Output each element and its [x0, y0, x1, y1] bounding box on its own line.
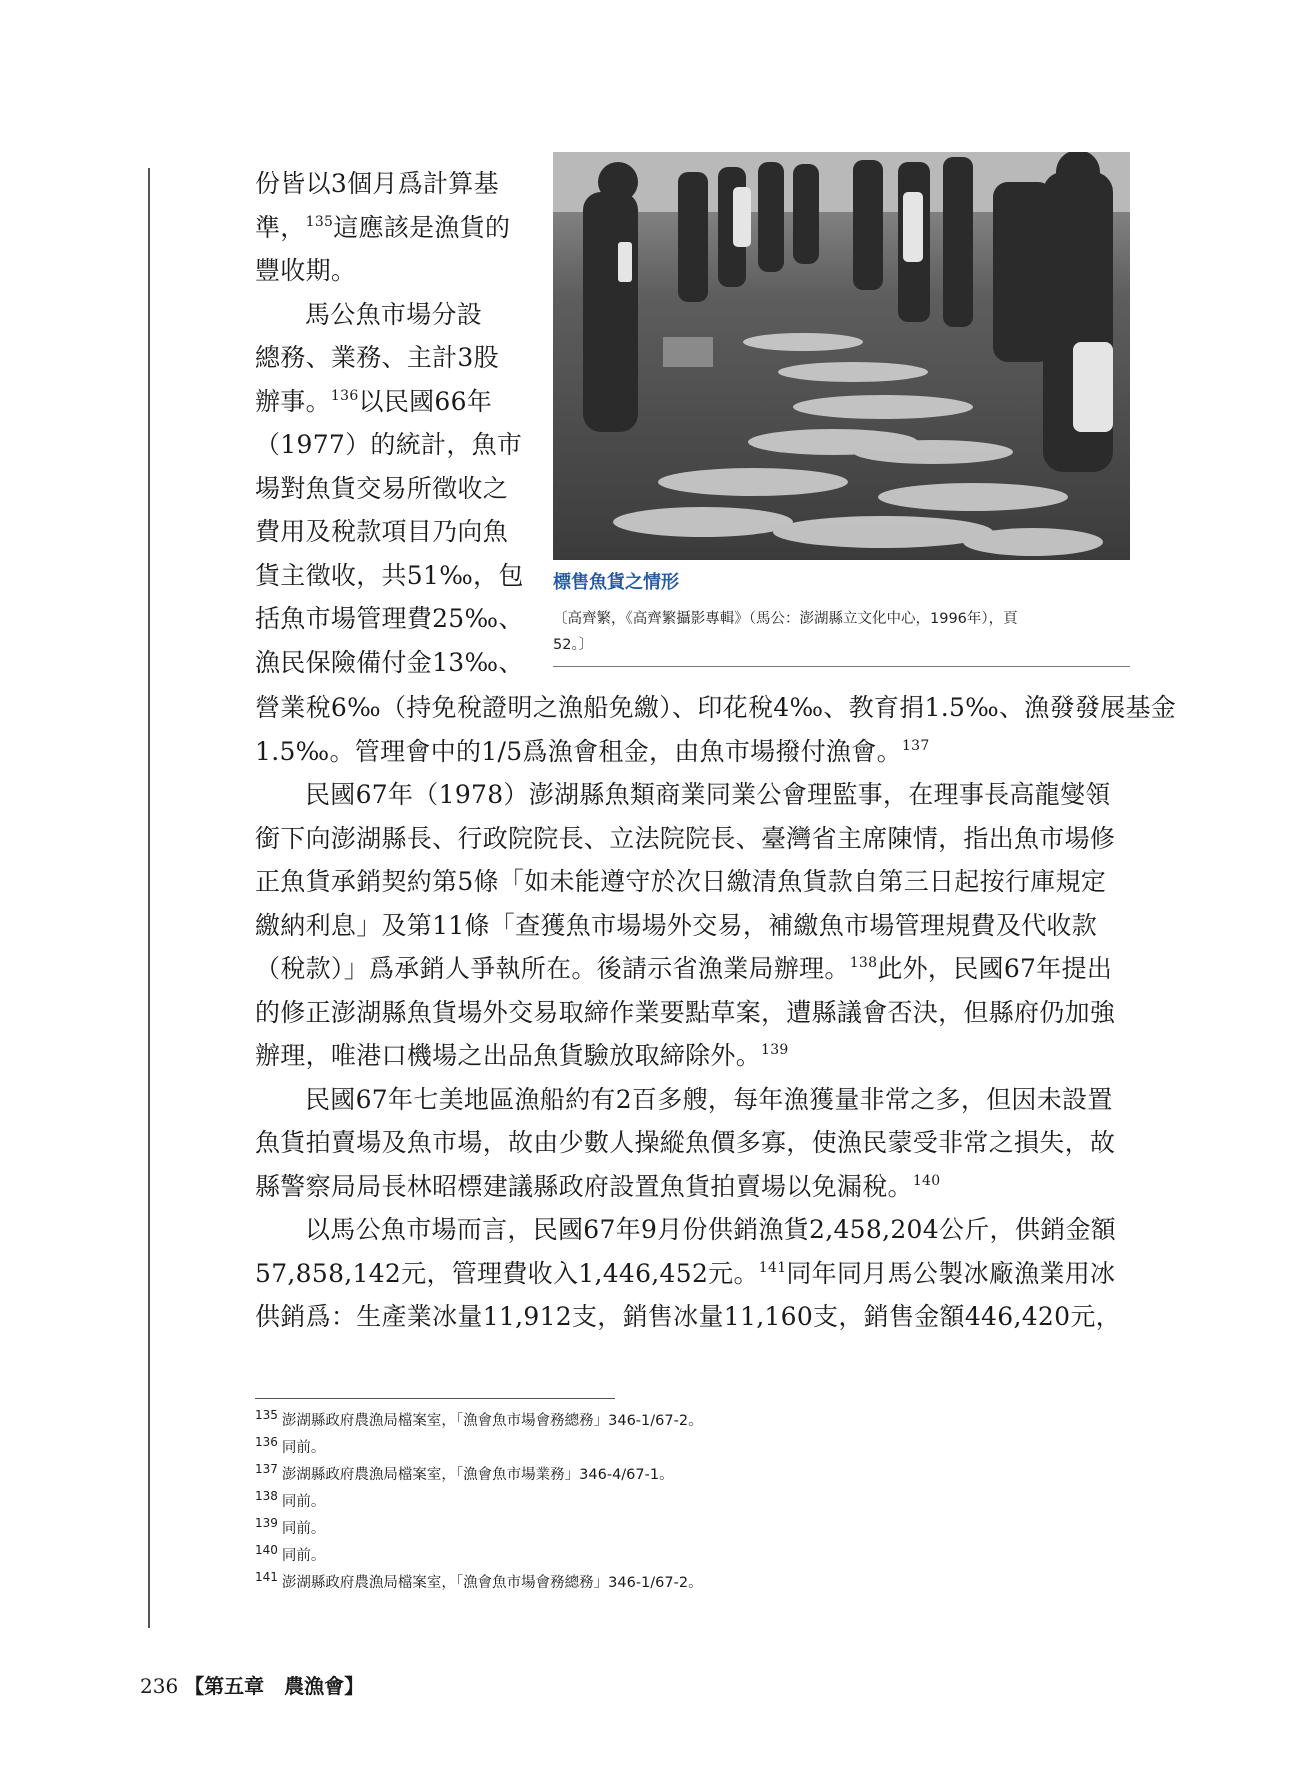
footnote-number: 140	[255, 1543, 278, 1557]
footnote-number: 139	[255, 1516, 278, 1530]
footnote: $^{140}$ 同前。	[255, 1543, 326, 1564]
figure-caption	[553, 568, 1130, 667]
figure-title: 標售魚貨之情形	[553, 572, 679, 593]
footnote-number: 137	[255, 1462, 278, 1476]
footnote-ref[interactable]: 140	[912, 1172, 941, 1189]
footnote: $^{141}$ 澎湖縣政府農漁局檔案室，「漁會魚市場會務總務」346-1/67-2。	[255, 1570, 703, 1591]
figure-source: 〔高齊繁，《高齊繁攝影專輯》（馬公：澎湖縣立文化中心，1996年），頁 52。〕	[553, 611, 1018, 653]
page-footer	[140, 1670, 364, 1699]
footnote: $^{138}$ 同前。	[255, 1489, 326, 1510]
text-line: 正魚貨承銷契約第5條「如未能遵守於次日繳清魚貨款自第三日起按行庫規定	[255, 867, 1107, 896]
footnote-number: 136	[255, 1435, 278, 1449]
footnote-ref[interactable]: 139	[761, 1042, 789, 1058]
chapter-title: 【第五章 農漁會】	[184, 1674, 365, 1698]
text-line: 總務、業務、主計3股	[255, 343, 499, 372]
footnote-number: 135	[255, 1408, 278, 1422]
text-line: 貨主徵收，共51‰，包	[255, 560, 524, 590]
text-line: 以馬公魚市場而言，民國67年9月份供銷漁貨2,458,204公斤，供銷金額	[305, 1215, 1117, 1244]
footnote: $^{136}$ 同前。	[255, 1435, 326, 1456]
text-line: 繳納利息」及第11條「查獲魚市場場外交易，補繳魚市場管理規費及代收款	[255, 910, 1098, 940]
text-line: 場對魚貨交易所徵收之	[255, 473, 509, 503]
left-column-text	[255, 162, 535, 684]
footnote-ref[interactable]: 141	[758, 1259, 787, 1276]
footnote: $^{135}$ 澎湖縣政府農漁局檔案室，「漁會魚市場會務總務」346-1/67-2。	[255, 1408, 703, 1429]
text-line: （稅款）」爲承銷人爭執所在。後請示省漁業局辦理。$^{138}$此外，民國67年提出	[255, 954, 1113, 983]
footnote-number: 138	[255, 1489, 278, 1503]
footnote-ref[interactable]: 135	[305, 213, 334, 230]
footnote-ref[interactable]: 137	[901, 737, 930, 754]
footnote-ref[interactable]: 136	[330, 387, 359, 404]
text-line: 1.5‰。管理會中的1/5爲漁會租金，由魚市場撥付漁會。$^{137}$	[255, 736, 930, 766]
margin-rule	[148, 168, 150, 1628]
footnote-number: 141	[255, 1570, 278, 1584]
text-line: 準，$^{135}$這應該是漁貨的	[255, 212, 511, 242]
text-line: 供銷爲：生產業冰量11,912支，銷售冰量11,160支，銷售金額446,420元，	[255, 1302, 1121, 1331]
footnotes	[255, 1408, 1055, 1597]
text-line: 57,858,142元，管理費收入1,446,452元。$^{141}$同年同月馬公製冰廠漁業用冰	[255, 1258, 1116, 1288]
text-line: 營業稅6‰（持免稅證明之漁船免繳）、印花稅4‰、教育捐1.5‰、漁發發展基金	[255, 693, 1177, 722]
figure-rule	[553, 666, 1130, 667]
text-line: 辦事。$^{136}$以民國66年	[255, 386, 493, 416]
text-line: （1977）的統計，魚市	[255, 430, 523, 459]
text-line: 銜下向澎湖縣長、行政院院長、立法院院長、臺灣省主席陳情，指出魚市場修	[255, 823, 1116, 853]
text-line: 魚貨拍賣場及魚市場，故由少數人操縱魚價多寡，使漁民蒙受非常之損失，故	[255, 1128, 1116, 1157]
fish-market-photo	[553, 152, 1130, 560]
footnote-ref[interactable]: 138	[849, 955, 878, 971]
text-line: 縣警察局局長林昭標建議縣政府設置魚貨拍賣場以免漏稅。$^{140}$	[255, 1171, 941, 1201]
full-width-text	[255, 686, 1177, 1339]
text-line: 份皆以3個月爲計算基	[255, 169, 499, 198]
footnote: $^{137}$ 澎湖縣政府農漁局檔案室，「漁會魚市場業務」346-4/67-1。	[255, 1462, 674, 1483]
text-line: 民國67年七美地區漁船約有2百多艘，每年漁獲量非常之多，但因未設置	[305, 1084, 1113, 1114]
text-line: 費用及稅款項目乃向魚	[255, 517, 509, 546]
footnote-rule	[255, 1398, 615, 1399]
text-line: 民國67年（1978）澎湖縣魚類商業同業公會理監事，在理事長高龍燮領	[305, 780, 1111, 809]
text-line: 漁民保險備付金13‰、	[255, 647, 524, 677]
text-line: 的修正澎湖縣魚貨場外交易取締作業要點草案，遭縣議會否決，但縣府仍加強	[255, 997, 1116, 1027]
text-line: 豐收期。	[255, 256, 357, 285]
text-line: 馬公魚市場分設	[305, 299, 483, 329]
page-number: 236	[140, 1674, 179, 1698]
text-line: 括魚市場管理費25‰、	[255, 604, 524, 633]
text-line: 辦理，唯港口機場之出品魚貨驗放取締除外。$^{139}$	[255, 1041, 789, 1070]
footnote: $^{139}$ 同前。	[255, 1516, 326, 1537]
